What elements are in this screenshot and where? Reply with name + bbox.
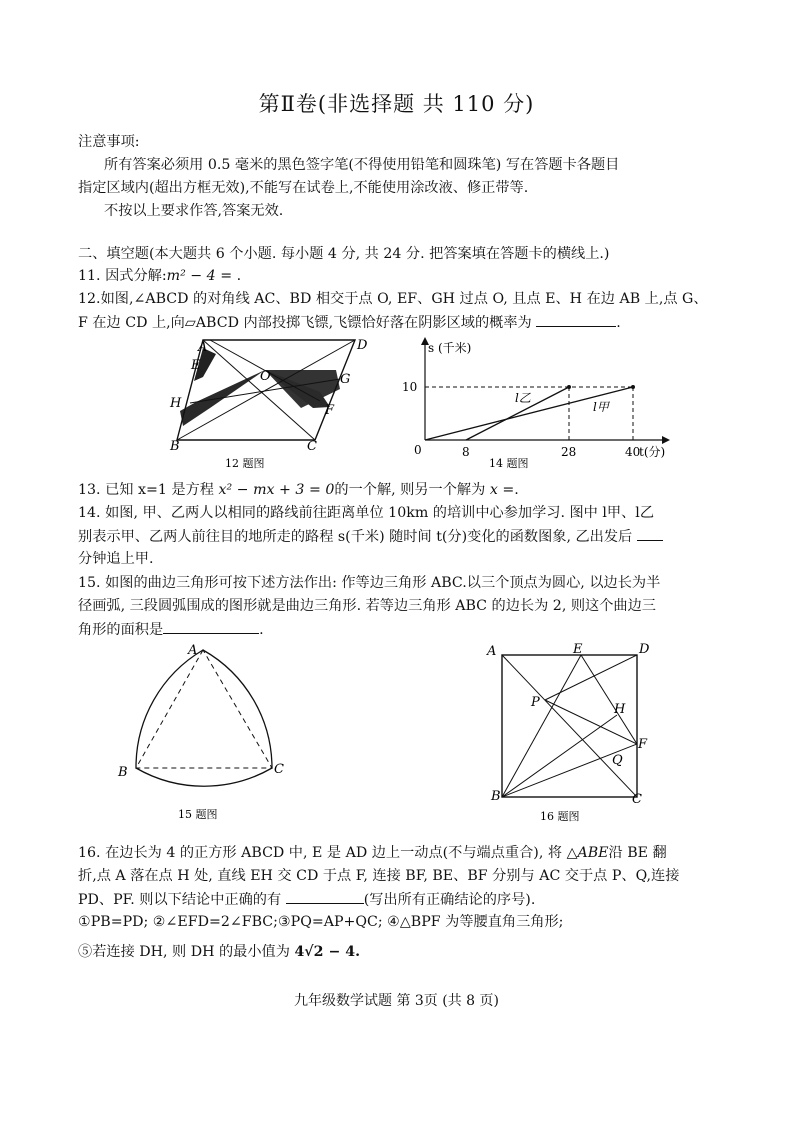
endpoint bbox=[631, 385, 635, 389]
y-tick: 10 bbox=[402, 380, 418, 394]
x-axis-arrow bbox=[662, 436, 670, 444]
segment-bh bbox=[502, 715, 617, 797]
origin-label: 0 bbox=[414, 443, 422, 457]
q14-line2: 别表示甲、乙两人前往目的地所走的路程 s(千米) 随时间 t(分)变化的函数图象, 乙出发后 bbox=[78, 529, 633, 545]
endpoint bbox=[567, 385, 571, 389]
point-label: O bbox=[260, 369, 271, 384]
x-tick: 28 bbox=[561, 445, 577, 459]
point-label: C bbox=[632, 792, 642, 807]
point-label: P bbox=[531, 695, 540, 710]
q13-mid: 的一个解, 则另一个解为 bbox=[334, 482, 486, 498]
figure-12-caption: 12 题图 bbox=[225, 457, 265, 470]
point-label: F bbox=[638, 737, 648, 752]
x-tick: 40 bbox=[625, 445, 641, 459]
q16-line3b: (写出所有正确结论的序号). bbox=[363, 892, 536, 908]
point-label: A bbox=[198, 340, 208, 355]
q16-line2: 折,点 A 落在点 H 处, 直线 EH 交 CD 于点 F, 连接 BF, BE、BF 分别与 AC 交于点 P、Q,连接 bbox=[78, 868, 680, 884]
question-13 bbox=[78, 480, 519, 500]
question-15-line3 bbox=[78, 619, 264, 640]
point-label: C bbox=[274, 762, 284, 777]
point-label: C bbox=[307, 439, 317, 454]
notice-line2: 指定区域内(超出方框无效),不能写在试卷上,不能使用涂改液、修正带等. bbox=[78, 180, 529, 196]
point-label: B bbox=[118, 765, 128, 780]
question-16-line5 bbox=[78, 942, 360, 962]
question-11 bbox=[78, 266, 241, 286]
q13-text: 13. 已知 x=1 是方程 bbox=[78, 482, 214, 498]
q16-line1a: 16. 在边长为 4 的正方形 ABCD 中, E 是 AD 边上一动点(不与端点重合), 将 bbox=[78, 845, 563, 861]
point-label: Q bbox=[612, 753, 623, 768]
page-footer: 九年级数学试题 第 3页 (共 8 页) bbox=[294, 993, 499, 1009]
q13-expr2: x = bbox=[489, 482, 515, 498]
figure-14-caption: 14 题图 bbox=[489, 457, 529, 470]
point-label: H bbox=[614, 702, 626, 717]
x-tick: 8 bbox=[462, 445, 470, 459]
q16-line1b: △ABE bbox=[566, 845, 609, 861]
section-heading: 二、填空题(本大题共 6 个小题. 每小题 4 分, 共 24 分. 把答案填在答题卡的横线上.) bbox=[78, 246, 610, 262]
q15-line2: 径画弧, 三段圆弧围成的图形就是曲边三角形. 若等边三角形 ABC 的边长为 2, 则这个曲边三 bbox=[78, 598, 656, 614]
point-label: D bbox=[639, 642, 650, 657]
notice-heading: 注意事项: bbox=[78, 134, 140, 150]
q16-line5a: ⑤若连接 DH, 则 DH 的最小值为 bbox=[78, 944, 290, 960]
notice-line1: 所有答案必须用 0.5 毫米的黑色签字笔(不得使用铅笔和圆珠笔) 写在答题卡各题目 bbox=[104, 157, 620, 173]
q16-line1c: 沿 BE 翻 bbox=[608, 845, 667, 861]
segment-bf bbox=[502, 744, 637, 797]
segment-pd bbox=[545, 655, 637, 700]
answer-blank-12[interactable] bbox=[536, 312, 616, 327]
q11-text: 11. 因式分解: bbox=[78, 268, 167, 284]
figure-14 bbox=[392, 333, 672, 473]
q11-expr: m² − 4 = bbox=[166, 268, 237, 284]
figure-15 bbox=[112, 642, 302, 827]
question-12-line2 bbox=[78, 312, 621, 333]
q16-line3a: PD、PF. 则以下结论中正确的有 bbox=[78, 892, 282, 908]
q11-end: . bbox=[236, 268, 242, 284]
question-16-line3 bbox=[78, 889, 535, 910]
q15-end: . bbox=[259, 622, 264, 638]
point-label: A bbox=[188, 643, 198, 658]
point-label: B bbox=[170, 439, 180, 454]
equilateral-triangle bbox=[136, 650, 272, 768]
q12-line1: 12.如图,∠ABCD 的对角线 AC、BD 相交于点 O, EF、GH 过点 O, 且点 E、H 在边 AB 上,点 G、 bbox=[78, 291, 708, 307]
q15-line3: 角形的面积是 bbox=[78, 622, 164, 638]
q16-line4: ①PB=PD; ②∠EFD=2∠FBC;③PQ=AP+QC; ④△BPF 为等腰直角三角形; bbox=[78, 914, 564, 930]
point-label: H bbox=[170, 396, 182, 411]
question-14-line2 bbox=[78, 526, 663, 547]
point-label: E bbox=[573, 642, 583, 657]
answer-blank-15[interactable] bbox=[163, 619, 259, 634]
y-axis-label: s (千米) bbox=[428, 341, 472, 355]
q16-line5b: 4√2 − 4. bbox=[294, 944, 361, 960]
figure-16-caption: 16 题图 bbox=[540, 810, 580, 823]
answer-blank-16[interactable] bbox=[286, 889, 364, 904]
point-label: A bbox=[487, 644, 497, 659]
notice-line3: 不按以上要求作答,答案无效. bbox=[104, 203, 284, 219]
figure-15-caption: 15 题图 bbox=[178, 808, 218, 821]
figure-16 bbox=[480, 640, 665, 835]
question-16-line1 bbox=[78, 843, 667, 863]
q13-end: . bbox=[514, 482, 519, 498]
q13-expr: x² − mx + 3 = 0 bbox=[218, 482, 335, 498]
line-jia-label: l甲 bbox=[593, 400, 609, 414]
q14-line3: 分钟追上甲. bbox=[78, 551, 154, 567]
point-label: D bbox=[357, 338, 368, 353]
page-title: 第Ⅱ卷(非选择题 共 110 分) bbox=[258, 92, 535, 116]
point-label: B bbox=[491, 789, 501, 804]
figure-12 bbox=[165, 333, 380, 473]
point-label: E bbox=[191, 358, 201, 373]
q14-line1: 14. 如图, 甲、乙两人以相同的路线前往距离单位 10km 的培训中心参加学习. 图中 l甲、l乙 bbox=[78, 505, 655, 521]
curved-triangle bbox=[136, 650, 272, 786]
q12-end: . bbox=[616, 315, 621, 331]
line-yi-label: l乙 bbox=[515, 391, 531, 405]
x-axis-label: t(分) bbox=[639, 445, 666, 459]
q12-line2: F 在边 CD 上,向▱ABCD 内部投掷飞镖,飞镖恰好落在阴影区域的概率为 bbox=[78, 315, 532, 331]
point-label: F bbox=[325, 403, 335, 418]
answer-blank-14[interactable] bbox=[637, 526, 663, 541]
point-label: G bbox=[340, 372, 351, 387]
q15-line1: 15. 如图的曲边三角形可按下述方法作出: 作等边三角形 ABC.以三个顶点为圆心, 以边长为半 bbox=[78, 575, 661, 591]
